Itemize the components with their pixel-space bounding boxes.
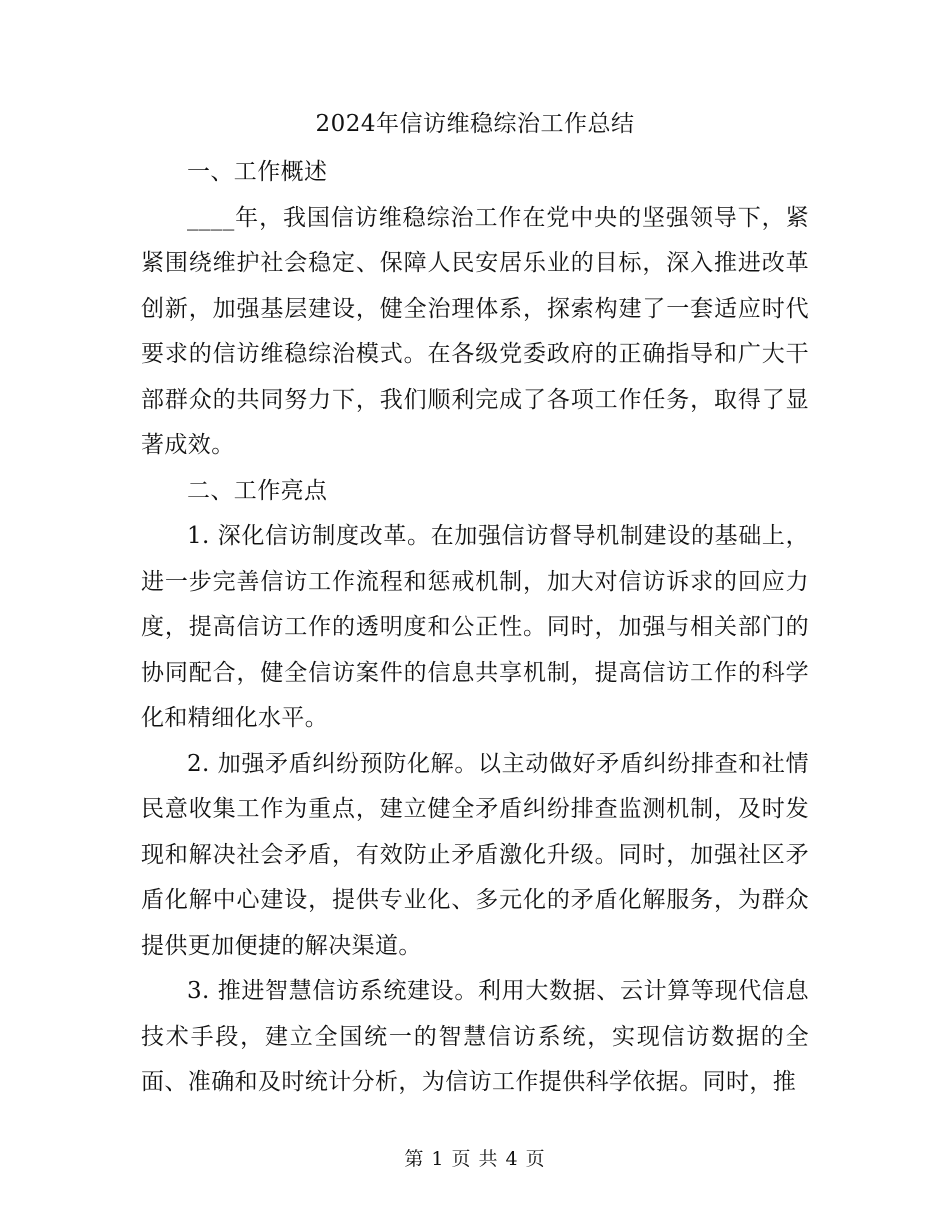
paragraph-overview: ____年，我国信访维稳综治工作在党中央的坚强领导下，紧紧围绕维护社会稳定、保障人民安居乐业的目标，深入推进改革创新，加强基层建设，健全治理体系，探索构建了一套适应时代要求的信访维稳综治模式。在各级党委政府的正确指导和广大干部群众的共同努力下，我们顺利完成了各项工作任务，取得了显著成效。: [141, 204, 809, 458]
document-title: 2024年信访维稳综治工作总结: [315, 111, 635, 137]
paragraph-item-3: 3. 推进智慧信访系统建设。利用大数据、云计算等现代信息技术手段，建立全国统一的智慧信访系统，实现信访数据的全面、准确和及时统计分析，为信访工作提供科学依据。同时，推: [141, 978, 809, 1095]
section-heading-overview: 一、工作概述: [187, 159, 328, 185]
section-heading-highlights: 二、工作亮点: [187, 477, 328, 504]
paragraph-item-1: 1. 深化信访制度改革。在加强信访督导机制建设的基础上，进一步完善信访工作流程和惩戒机制，加大对信访诉求的回应力度，提高信访工作的透明度和公正性。同时，加强与相关部门的协同配合，健全信访案件的信息共享机制，提高信访工作的科学化和精细化水平。: [141, 523, 809, 731]
page-number-footer: 第 1 页 共 4 页: [404, 1148, 546, 1170]
paragraph-item-2: 2. 加强矛盾纠纷预防化解。以主动做好矛盾纠纷排查和社情民意收集工作为重点，建立健全矛盾纠纷排查监测机制，及时发现和解决社会矛盾，有效防止矛盾激化升级。同时，加强社区矛盾化解中心建设，提供专业化、多元化的矛盾化解服务，为群众提供更加便捷的解决渠道。: [141, 750, 809, 959]
document-body: [141, 150, 809, 1106]
